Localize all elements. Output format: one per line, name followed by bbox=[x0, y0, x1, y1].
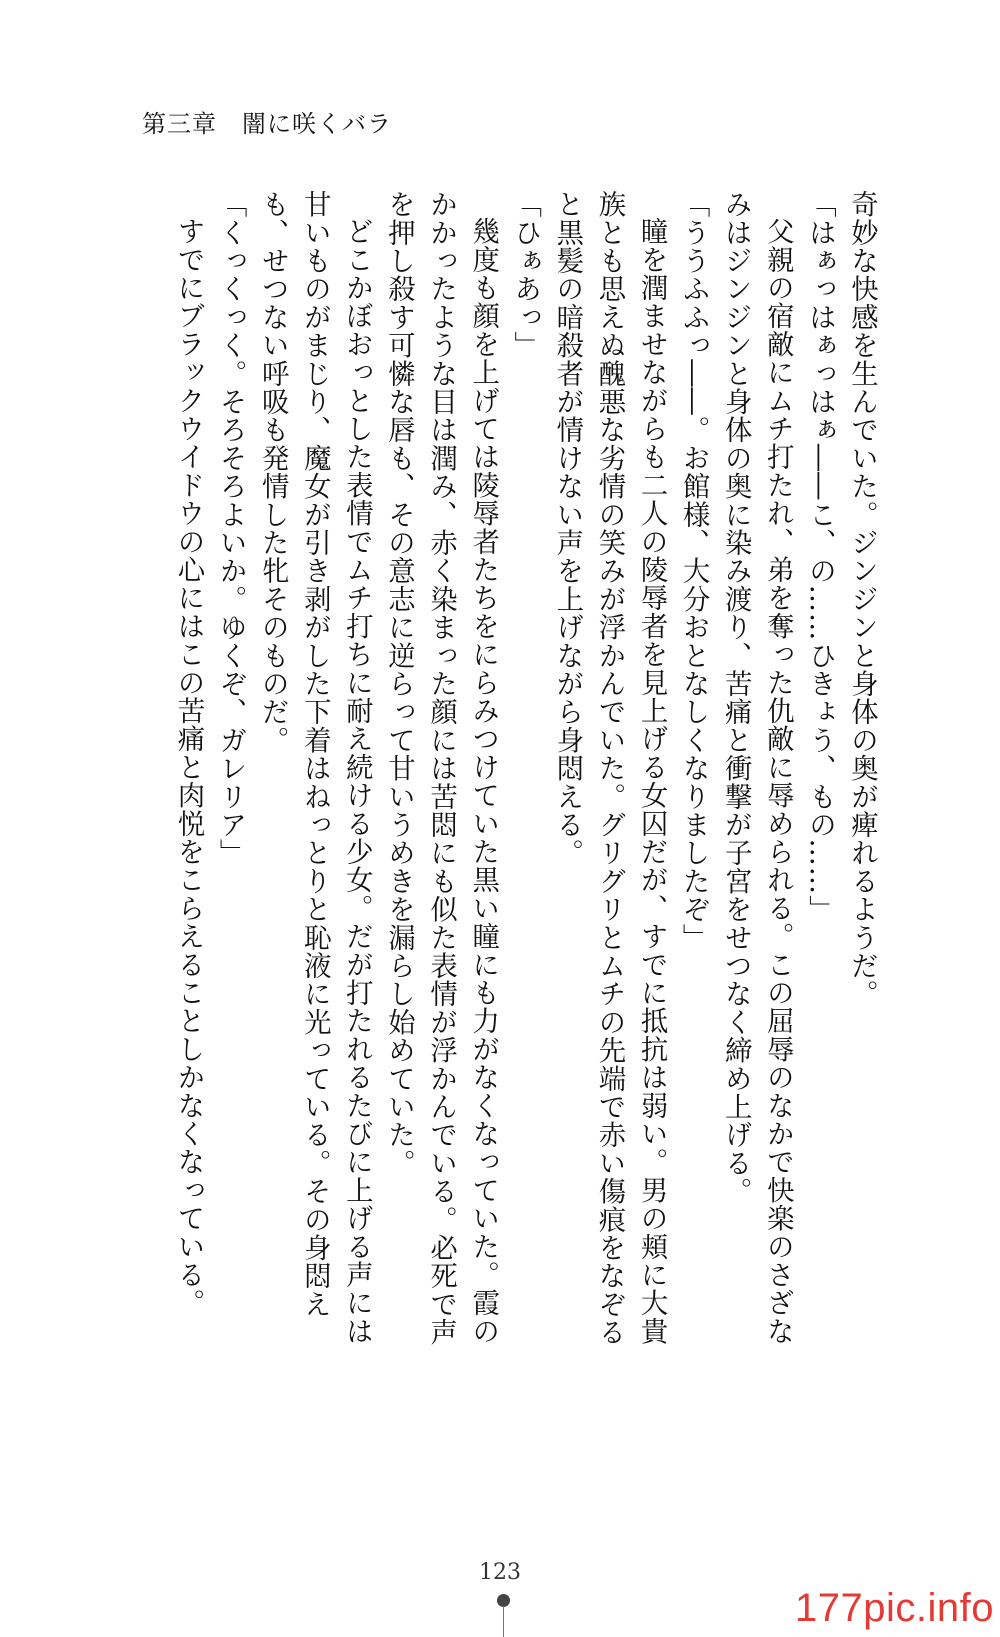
paragraph: 父親の宿敵にムチ打たれ、弟を奪った仇敵に辱められる。この屈辱のなかで快楽のさざなみはジンジンと身体の奥に染み渡り、苦痛と衝撃が子宮をせつなく締め上げる。 bbox=[719, 190, 793, 1346]
paragraph: 奇妙な快感を生んでいた。ジンジンと身体の奥が痺れるようだ。 bbox=[846, 190, 877, 1008]
paragraph: すでにブラックウイドウの心にはこの苦痛と肉悦をこらえることしかなくなっている。 bbox=[172, 217, 204, 1318]
paragraph: 「くっくっく。そろそろよいか。ゆくぞ、ガレリア」 bbox=[214, 190, 246, 867]
paragraph: 「はぁっはぁっはぁ――こ、の……ひきょう、もの……」 bbox=[803, 190, 835, 924]
paragraph: 幾度も顔を上げては陵辱者たちをにらみつけていた黒い瞳にも力がなくなっていた。霞のかかったような目は潤み、赤く染まった顔には苦悶にも似た表情が浮かんでいる。必死で声を押し殺す可憐な唇も、その意志に逆らって甘いうめきを漏らし始めていた。 bbox=[382, 190, 499, 1347]
page-number: 123 bbox=[479, 1560, 521, 1585]
watermark: 177pic.info bbox=[795, 1586, 994, 1630]
paragraph: 瞳を潤ませながらも二人の陵辱者を見上げる女囚だが、すでに抵抗は弱い。男の頬に大貴族とも思えぬ醜悪な劣情の笑みが浮かんでいた。グリグリとムチの先端で赤い傷痕をなぞると黒髪の暗殺者が情けない声を上げながら身悶える。 bbox=[551, 190, 667, 1347]
paragraph: 「ひぁあっ」 bbox=[509, 190, 541, 360]
running-header: 第三章 闇に咲くバラ bbox=[142, 110, 392, 138]
paragraph: 「ううふふっ――。お館様、大分おとなしくなりましたぞ」 bbox=[677, 190, 709, 952]
paragraph: どこかぼおっとした表情でムチ打ちに耐え続ける少女。だが打たれるたびに上げる声には甘いものがまじり、魔女が引き剥がした下着はねっとりと恥液に光っている。その身悶えも、せつない呼吸も発情した牝そのものだ。 bbox=[256, 190, 372, 1346]
body-text bbox=[122, 190, 882, 1350]
page-marker-stem bbox=[503, 1606, 504, 1637]
